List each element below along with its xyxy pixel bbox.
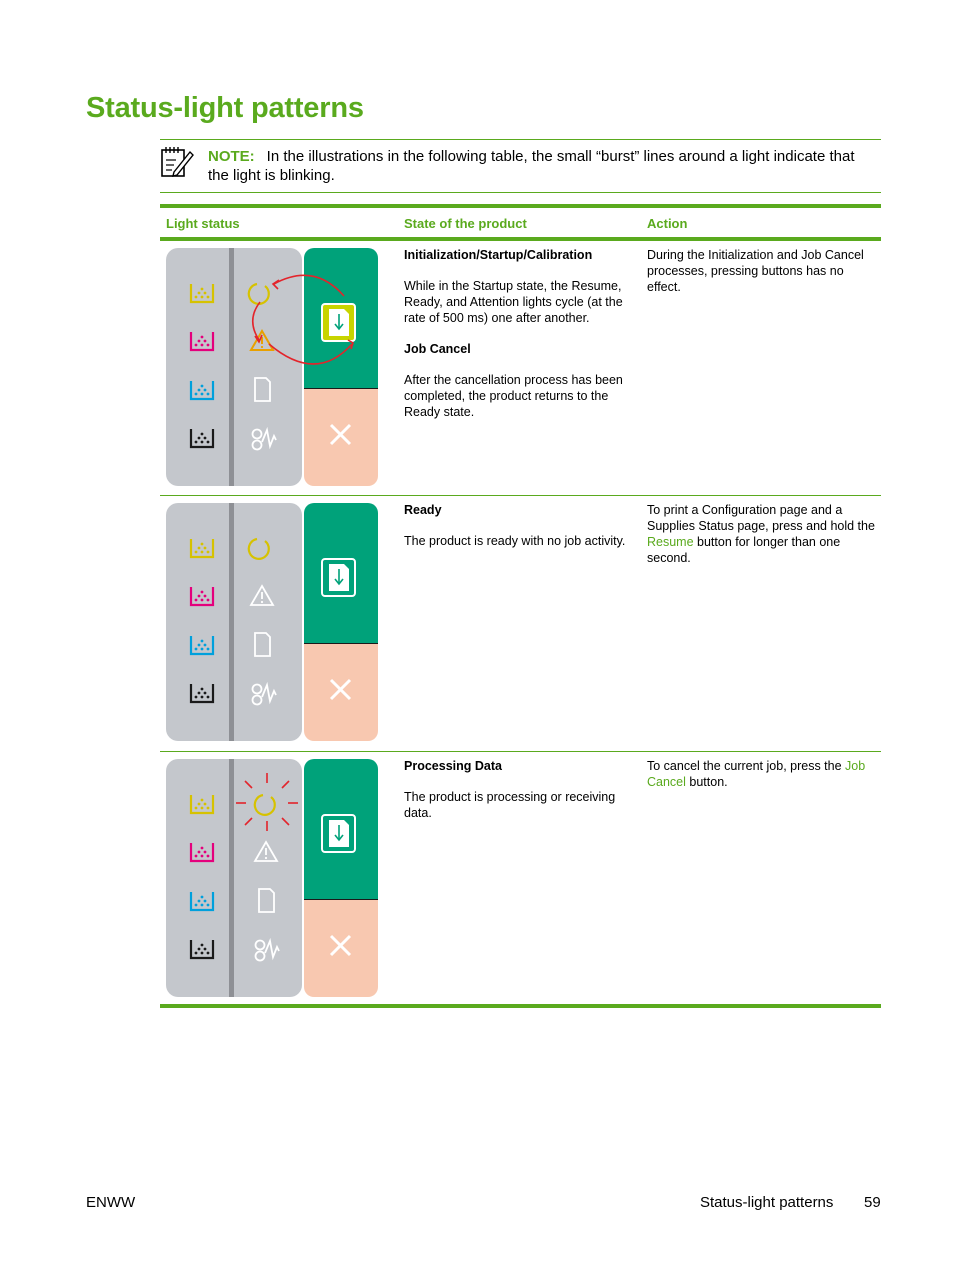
footer-left: ENWW	[86, 1194, 136, 1211]
action-text: button.	[685, 775, 728, 789]
page-title: Status-light patterns	[86, 92, 364, 124]
footer-section-title: Status-light patterns	[700, 1194, 834, 1211]
resume-button-icon	[322, 559, 355, 596]
header-state: State of the product	[404, 216, 527, 231]
action-text: During the Initialization and Job Cancel processes, pressing buttons has no effect.	[647, 248, 864, 294]
note-box	[160, 139, 881, 193]
light-panel-init	[166, 248, 380, 486]
header-light-status: Light status	[166, 216, 240, 231]
action-cell-init	[647, 247, 877, 295]
job-cancel-link[interactable]: Job Cancel	[647, 759, 866, 789]
note-pencil-icon	[160, 144, 194, 178]
action-text: To cancel the current job, press the	[647, 759, 846, 773]
note-label: NOTE:	[208, 148, 255, 165]
resume-button-icon	[322, 815, 355, 852]
header-action: Action	[647, 216, 688, 231]
light-panel-ready	[166, 503, 380, 741]
row-separator	[160, 495, 881, 496]
action-text: To print a Configuration page and a Supplies Status page, press and hold the	[647, 503, 875, 533]
state-heading: Processing Data	[404, 759, 502, 773]
state-text: The product is processing or receiving data.	[404, 790, 616, 820]
action-text: button for longer than one second.	[647, 535, 841, 565]
table-bottom-rule	[160, 1004, 881, 1008]
table-top-rule	[160, 204, 881, 208]
state-text: After the cancellation process has been completed, the product returns to the Ready state.	[404, 373, 623, 419]
resume-link[interactable]: Resume	[647, 535, 694, 549]
row-separator	[160, 751, 881, 752]
state-cell-processing	[404, 758, 636, 836]
state-text: While in the Startup state, the Resume, Ready, and Attention lights cycle (at the rate of 500 ms) one after another.	[404, 279, 623, 325]
state-cell-ready	[404, 502, 640, 564]
state-cell-init	[404, 247, 636, 435]
note-body: In the illustrations in the following table, the small “burst” lines around a light indicate that the light is blinking.	[208, 148, 855, 184]
action-cell-processing	[647, 758, 879, 790]
light-panel-processing	[166, 759, 380, 997]
state-heading: Job Cancel	[404, 342, 471, 356]
state-text: The product is ready with no job activity.	[404, 534, 626, 548]
note-text	[208, 147, 878, 185]
page-number: 59	[864, 1194, 881, 1211]
action-cell-ready	[647, 502, 879, 566]
state-heading: Ready	[404, 503, 442, 517]
state-heading: Initialization/Startup/Calibration	[404, 248, 593, 262]
header-rule	[160, 237, 881, 241]
resume-button-icon	[322, 304, 355, 341]
